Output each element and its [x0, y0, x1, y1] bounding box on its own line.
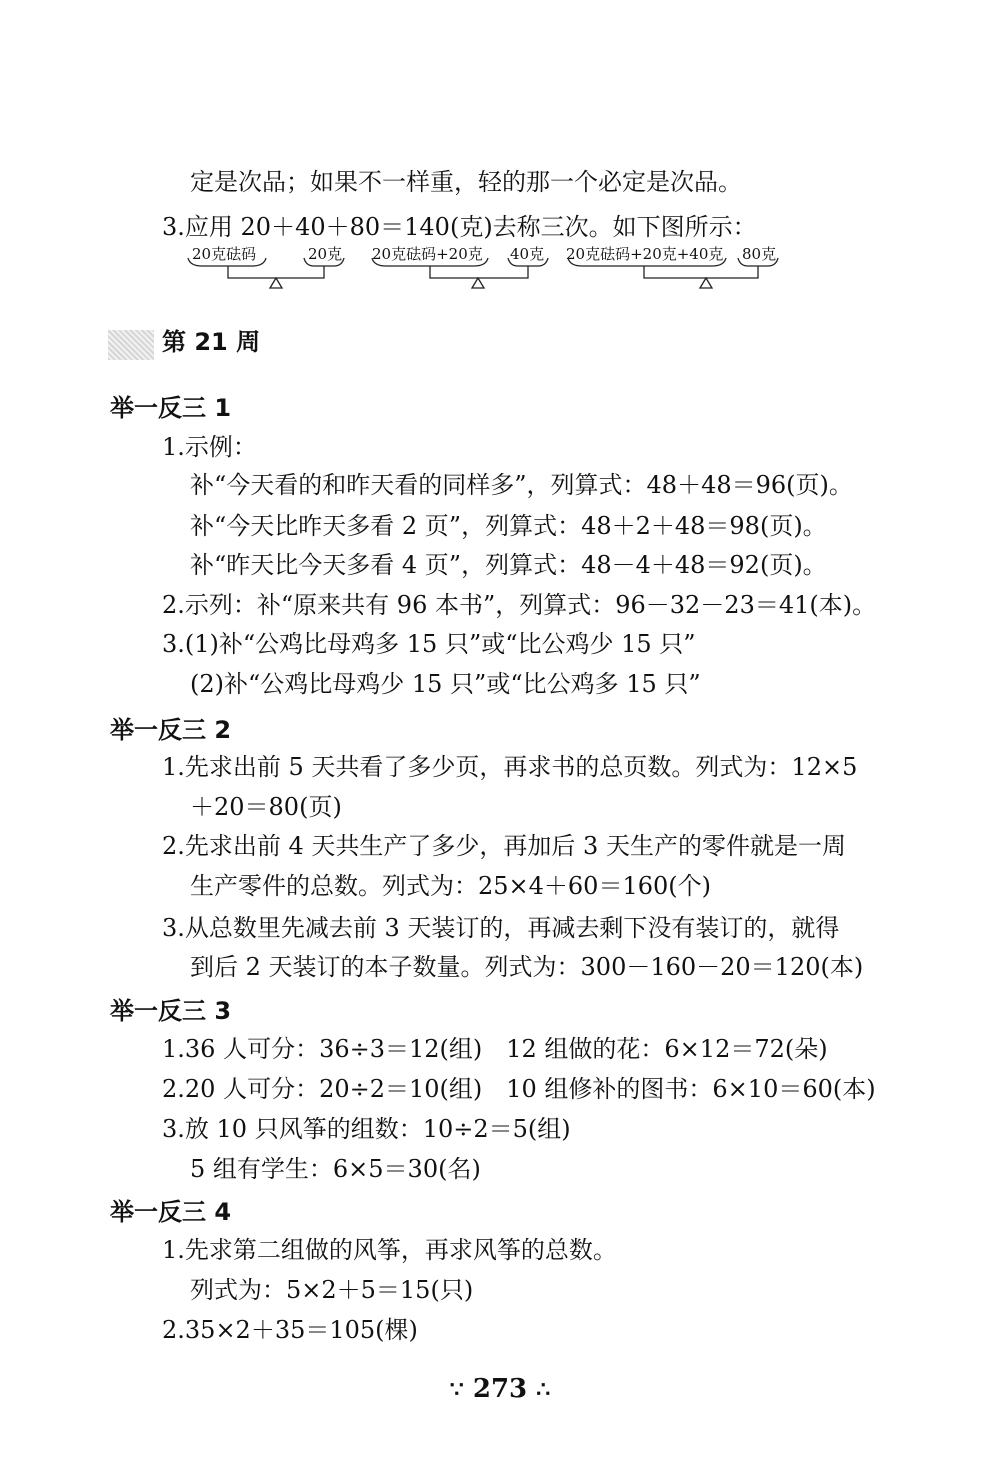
text-line: ＋20＝80(页) [190, 793, 342, 821]
text-line: 定是次品；如果不一样重，轻的那一个必定是次品。 [190, 168, 742, 196]
section-title: 举一反三 1 [110, 394, 232, 422]
text-line: 3.应用 20＋40＋80＝140(克)去称三次。如下图所示： [162, 213, 757, 241]
text-line: 2.35×2＋35＝105(棵) [162, 1316, 418, 1344]
ornament-icon: ∴ [536, 1377, 551, 1403]
balance-scale-2 [370, 244, 550, 296]
scale-right-label: 80克 [742, 245, 777, 263]
section-title: 举一反三 3 [110, 997, 232, 1025]
balance-scale-1 [186, 244, 346, 296]
text-line: 1.先求出前 5 天共看了多少页，再求书的总页数。列式为：12×5 [162, 753, 858, 781]
text-line: 3.从总数里先减去前 3 天装订的，再减去剩下没有装订的，就得 [162, 914, 840, 942]
ornament-icon: ∵ [449, 1377, 464, 1403]
text-line: 2.先求出前 4 天共生产了多少，再加后 3 天生产的零件就是一周 [162, 832, 846, 860]
balance-icon [370, 244, 550, 296]
page-number-text: 273 [472, 1374, 528, 1404]
text-line: 2.20 人可分：20÷2＝10(组) 10 组修补的图书：6×10＝60(本) [162, 1075, 876, 1103]
section-title: 举一反三 2 [110, 716, 232, 744]
text-line: 5 组有学生：6×5＝30(名) [190, 1155, 481, 1183]
text-line: 2.示列：补“原来共有 96 本书”，列算式：96－32－23＝41(本)。 [162, 591, 877, 619]
page-number [0, 1372, 1000, 1407]
text-line: 3.(1)补“公鸡比母鸡多 15 只”或“比公鸡少 15 只” [162, 630, 696, 658]
text-line: 1.36 人可分：36÷3＝12(组) 12 组做的花：6×12＝72(朵) [162, 1035, 828, 1063]
scale-left-label: 20克砝码+20克+40克 [566, 245, 724, 263]
week-heading: 第 21 周 [162, 328, 261, 356]
balance-icon [186, 244, 346, 296]
text-line: 补“今天看的和昨天看的同样多”，列算式：48＋48＝96(页)。 [190, 471, 853, 499]
balance-scale-3 [566, 244, 780, 296]
text-line: 1.先求第二组做的风筝，再求风筝的总数。 [162, 1236, 617, 1264]
section-marker [108, 330, 154, 360]
text-line: 到后 2 天装订的本子数量。列式为：300－160－20＝120(本) [190, 953, 864, 981]
text-line: 补“昨天比今天多看 4 页”，列算式：48－4＋48＝92(页)。 [190, 551, 827, 579]
text-line: 列式为：5×2＋5＝15(只) [190, 1276, 474, 1304]
text-line: (2)补“公鸡比母鸡少 15 只”或“比公鸡多 15 只” [190, 670, 701, 698]
scale-left-label: 20克砝码+20克 [372, 245, 483, 263]
text-line: 补“今天比昨天多看 2 页”，列算式：48＋2＋48＝98(页)。 [190, 512, 827, 540]
section-title: 举一反三 4 [110, 1198, 232, 1226]
text-line: 生产零件的总数。列式为：25×4＋60＝160(个) [190, 872, 711, 900]
text-line: 3.放 10 只风筝的组数：10÷2＝5(组) [162, 1115, 571, 1143]
scale-right-label: 20克 [308, 245, 343, 263]
scale-right-label: 40克 [510, 245, 545, 263]
scale-left-label: 20克砝码 [192, 245, 257, 263]
text-line: 1.示例： [162, 433, 257, 461]
balance-icon [566, 244, 780, 296]
